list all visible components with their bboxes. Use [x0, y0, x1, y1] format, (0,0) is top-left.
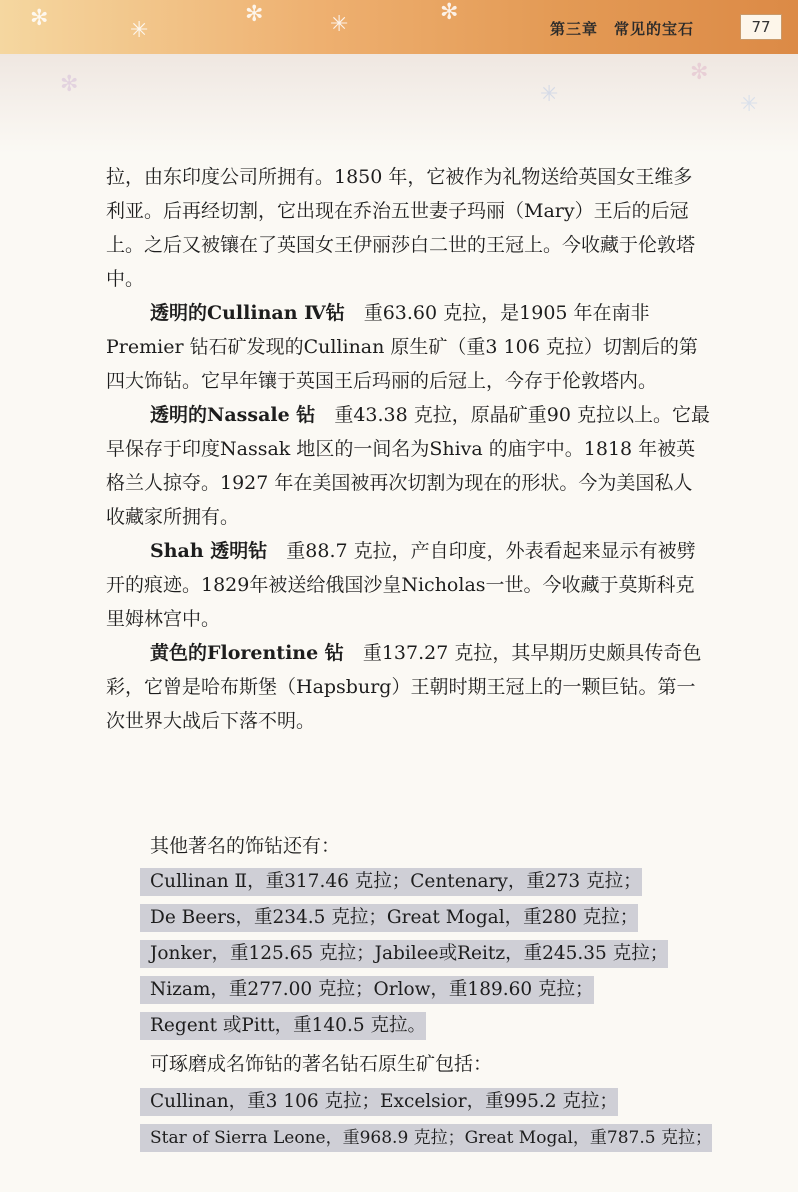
highlight-line: Regent 或Pitt，重140.5 克拉。 — [140, 1012, 426, 1040]
highlight-line: Cullinan，重3 106 克拉；Excelsior，重995.2 克拉； — [140, 1088, 618, 1116]
paragraph-text: 重43.38 克拉，原晶矿重90 克拉以上。它最早保存于印度Nassak 地区的一间名为Shiva 的庙宇中。1818 年被英格兰人掠夺。1927 年在美国被再次切割为现在的形状。今为美国私人收藏家所拥有。 — [106, 404, 710, 528]
highlight-line: Cullinan Ⅱ，重317.46 克拉；Centenary，重273 克拉； — [140, 868, 642, 896]
body-text — [106, 160, 710, 738]
highlight-line: De Beers，重234.5 克拉；Great Mogal，重280 克拉； — [140, 904, 638, 932]
sparkle-icon: ✳ — [330, 12, 349, 37]
paragraph-lead: 透明的Nassale 钻 — [150, 404, 316, 426]
sparkle-icon: ✳ — [540, 82, 559, 107]
chapter-title: 第三章 常见的宝石 — [549, 20, 694, 38]
header-fade — [0, 54, 798, 154]
highlight-line: Jonker，重125.65 克拉；Jabilee或Reitz，重245.35 克拉； — [140, 940, 668, 968]
page-number: 77 — [740, 14, 782, 40]
highlight-line: Nizam，重277.00 克拉；Orlow，重189.60 克拉； — [140, 976, 594, 1004]
paragraph — [106, 534, 710, 636]
paragraph — [106, 160, 710, 296]
sparkle-icon: ✻ — [690, 60, 709, 85]
paragraph-lead: 黄色的Florentine 钻 — [150, 642, 344, 664]
sparkle-icon: ✻ — [30, 6, 49, 31]
header-band — [0, 0, 798, 56]
highlight-line: Star of Sierra Leone，重968.9 克拉；Great Mogal，重787.5 克拉； — [140, 1124, 712, 1152]
paragraph-lead: Shah 透明钻 — [150, 540, 268, 562]
sparkle-icon: ✻ — [60, 72, 79, 97]
paragraph-text: 重137.27 克拉，其早期历史颇具传奇色彩，它曾是哈布斯堡（Hapsburg）王朝时期王冠上的一颗巨钻。第一次世界大战后下落不明。 — [106, 642, 702, 732]
paragraph-text: 拉，由东印度公司所拥有。1850 年，它被作为礼物送给英国女王维多利亚。后再经切割，它出现在乔治五世妻子玛丽（Mary）王后的后冠上。之后又被镶在了英国女王伊丽莎白二世的王冠上。今收藏于伦敦塔中。 — [106, 166, 696, 290]
paragraph — [106, 398, 710, 534]
paragraph-text: 重88.7 克拉，产自印度，外表看起来显示有被劈开的痕迹。1829年被送给俄国沙皇Nicholas一世。今收藏于莫斯科克里姆林宫中。 — [106, 540, 696, 630]
list-intro: 其他著名的饰钻还有： — [150, 835, 341, 857]
sparkle-icon: ✻ — [245, 2, 264, 27]
paragraph-text: 重63.60 克拉，是1905 年在南非Premier 钻石矿发现的Cullinan 原生矿（重3 106 克拉）切割后的第四大饰钻。它早年镶于英国王后玛丽的后冠上，今存于伦敦塔内。 — [106, 302, 698, 392]
paragraph-lead: 透明的Cullinan Ⅳ钻 — [150, 302, 345, 324]
paragraph — [106, 636, 710, 738]
sparkle-icon: ✻ — [440, 0, 459, 25]
paragraph — [106, 296, 710, 398]
sparkle-icon: ✳ — [130, 18, 149, 43]
sparkle-icon: ✳ — [740, 92, 759, 117]
list-intro: 可琢磨成名饰钻的著名钻石原生矿包括： — [150, 1053, 493, 1075]
